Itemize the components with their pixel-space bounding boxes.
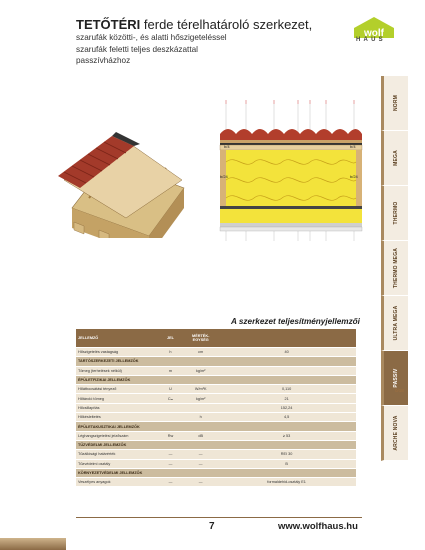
- tab-thermo-mega[interactable]: THERMO MEGA: [381, 241, 408, 296]
- cell-symbol: Cₘ: [157, 394, 185, 403]
- table-row: [76, 450, 356, 459]
- cell-property: TARTÓSZERKEZETI JELLEMZŐK: [76, 357, 157, 366]
- table-section-row: [76, 375, 356, 384]
- cell-unit: kg/m²: [184, 394, 217, 403]
- cell-property: Hőcsillapítás: [76, 403, 157, 412]
- subtitle-line-1: szarufák közötti-, és alatti hőszigeteléssel: [76, 33, 227, 42]
- cell-value: [217, 357, 356, 366]
- roof-isometric-illustration: [54, 118, 194, 238]
- table-section-row: [76, 468, 356, 477]
- performance-table: [76, 329, 356, 487]
- cell-unit: —: [184, 478, 217, 487]
- tab-ultra-mega[interactable]: ULTRA MEGA: [381, 296, 408, 351]
- cell-symbol: m: [157, 366, 185, 375]
- page-number: 7: [209, 521, 215, 532]
- cell-value: [217, 440, 356, 449]
- cell-value: 40: [217, 348, 356, 357]
- cell-value: 152,24: [217, 403, 356, 412]
- cell-symbol: Rw: [157, 431, 185, 440]
- cell-symbol: [157, 413, 185, 422]
- cell-symbol: [157, 440, 185, 449]
- header-value: [217, 329, 356, 348]
- tab-passiv[interactable]: PASSIV: [381, 351, 408, 406]
- cell-value: [217, 375, 356, 384]
- tab-norm[interactable]: NORM: [381, 76, 408, 131]
- cell-unit: h: [184, 413, 217, 422]
- cell-symbol: [157, 357, 185, 366]
- cell-value: 21: [217, 394, 356, 403]
- table-row: [76, 459, 356, 468]
- cell-property: Tűzvédelmi osztály: [76, 459, 157, 468]
- cell-symbol: U: [157, 385, 185, 394]
- cell-unit: [184, 422, 217, 431]
- cell-value: 4,5: [217, 413, 356, 422]
- label-mid-left: b/24: [220, 174, 228, 179]
- table-row: [76, 394, 356, 403]
- cell-unit: [184, 357, 217, 366]
- table-header-row: [76, 329, 356, 348]
- header-symbol: JEL: [157, 329, 185, 348]
- cell-value: [217, 468, 356, 477]
- header-unit: MÉRTÉK-EGYSÉG: [184, 329, 217, 348]
- footer-bar: [0, 538, 425, 550]
- table-section-row: [76, 422, 356, 431]
- logo-sub: HAUS: [356, 37, 386, 43]
- cell-unit: [184, 403, 217, 412]
- cell-value: [217, 422, 356, 431]
- roof-cross-section-drawing: [214, 96, 366, 246]
- table-row: [76, 366, 356, 375]
- website-link[interactable]: www.wolfhaus.hu: [278, 521, 358, 532]
- label-mid-right: b/24: [350, 174, 358, 179]
- cell-symbol: [157, 468, 185, 477]
- cell-symbol: [157, 375, 185, 384]
- header-property: JELLEMZŐ: [76, 329, 157, 348]
- cell-property: ÉPÜLETAKUSZTIKAI JELLEMZŐK: [76, 422, 157, 431]
- cell-value: ≥ 53: [217, 431, 356, 440]
- table-row: [76, 348, 356, 357]
- table-row: [76, 478, 356, 487]
- page-title: [76, 17, 316, 67]
- cell-property: Hőkésleltetés: [76, 413, 157, 422]
- cell-unit: —: [184, 450, 217, 459]
- footer-accent: [0, 538, 66, 550]
- table-section-row: [76, 440, 356, 449]
- cell-value: 0,110: [217, 385, 356, 394]
- wolfhaus-logo[interactable]: [352, 16, 396, 48]
- label-top-right: b/4: [350, 144, 356, 149]
- cell-value: B: [217, 459, 356, 468]
- label-top-left: b/4: [224, 144, 230, 149]
- subtitle-line-2: szarufák feletti teljes deszkázattal: [76, 44, 198, 54]
- tab-thermo[interactable]: THERMO: [381, 186, 408, 241]
- cell-value: REI 30: [217, 450, 356, 459]
- cell-unit: W/m²K: [184, 385, 217, 394]
- subtitle-line-3: passzívházhoz: [76, 56, 131, 65]
- cell-unit: [184, 440, 217, 449]
- tab-arche-nova[interactable]: ARCHE NOVA: [381, 406, 408, 461]
- footer-divider: [76, 517, 362, 518]
- cell-unit: [184, 468, 217, 477]
- table-row: [76, 431, 356, 440]
- logo-word: wolf: [364, 28, 384, 39]
- cell-symbol: [157, 403, 185, 412]
- cell-value: formaldehid-osztály E1: [217, 478, 356, 487]
- cell-property: Hőátbocsátási tényező: [76, 385, 157, 394]
- cell-symbol: —: [157, 450, 185, 459]
- cell-property: TŰZVÉDELMI JELLEMZŐK: [76, 440, 157, 449]
- cell-unit: kg/m²: [184, 366, 217, 375]
- cell-property: Hőtároló tömeg: [76, 394, 157, 403]
- cell-symbol: h: [157, 348, 185, 357]
- table-section-row: [76, 357, 356, 366]
- cell-property: Léghangszigetelési jelzőszám: [76, 431, 157, 440]
- cell-symbol: —: [157, 459, 185, 468]
- cell-property: Tömeg (terhelések nélkül): [76, 366, 157, 375]
- title-rest: ferde térelhatároló szerkezet,: [140, 17, 313, 32]
- cell-property: Hőszigetelés vastagság: [76, 348, 157, 357]
- cell-unit: —: [184, 459, 217, 468]
- sidebar-note: 0/18: [395, 388, 404, 393]
- cell-unit: dB: [184, 431, 217, 440]
- table-row: [76, 403, 356, 412]
- table-row: [76, 385, 356, 394]
- cell-unit: [184, 375, 217, 384]
- title-bold: TETŐTÉRI: [76, 17, 141, 32]
- table-row: [76, 413, 356, 422]
- table-title: A szerkezet teljesítményjellemzői: [231, 317, 360, 326]
- cell-symbol: [157, 422, 185, 431]
- category-tabs: [381, 76, 408, 461]
- cell-symbol: —: [157, 478, 185, 487]
- tab-mega[interactable]: MEGA: [381, 131, 408, 186]
- cell-unit: cm: [184, 348, 217, 357]
- cell-property: Tűzállósági határérték: [76, 450, 157, 459]
- cell-property: Veszélyes anyagok: [76, 478, 157, 487]
- cell-value: [217, 366, 356, 375]
- cell-property: KÖRNYEZETVÉDELMI JELLEMZŐK: [76, 468, 157, 477]
- cell-property: ÉPÜLETFIZIKAI JELLEMZŐK: [76, 375, 157, 384]
